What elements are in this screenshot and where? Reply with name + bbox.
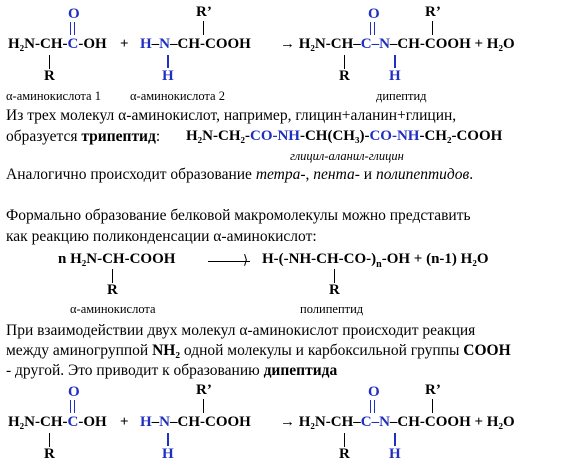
- text-fragment: Аналогично происходит образование: [6, 166, 252, 183]
- text-line: [6, 166, 473, 184]
- r-label: R: [329, 282, 340, 298]
- oxygen-label: O: [368, 384, 380, 400]
- term-penta: пента-: [313, 166, 360, 183]
- oxygen-label: O: [68, 384, 80, 400]
- label-amino-acid-1: α-аминокислота 1: [6, 89, 101, 103]
- formula-part: H₂N-CH₂-: [186, 128, 250, 144]
- tripeptide-name: глицил-аланил-глицин: [290, 149, 404, 163]
- text-line: образуется трипептид:: [6, 128, 161, 145]
- label-amino-acid-2: α-аминокислота 2: [130, 89, 225, 103]
- text-line: Формально образование белковой макромолекулы можно представить: [6, 207, 471, 224]
- r-prime-label: R’: [196, 4, 212, 20]
- text-fragment: и: [363, 166, 373, 183]
- monomer-formula: n H₂N-CH-COOH: [58, 251, 176, 267]
- bond-line: [49, 433, 50, 447]
- plus-sign: +: [120, 414, 129, 430]
- bond-line: [344, 433, 345, 447]
- arrow-head-icon: ⟩: [243, 252, 249, 267]
- product-formula: → H₂N-CH–C–N–CH-COOH + H₂O: [280, 36, 515, 52]
- text-line: Из трех молекул α-аминокислот, например, глицин+аланин+глицин,: [6, 107, 457, 124]
- h-label: H: [389, 68, 401, 84]
- bond-line: [432, 399, 433, 413]
- double-bond: [370, 400, 375, 413]
- bond-line: [432, 21, 433, 35]
- aa1-formula: H₂N-CH-C-OH: [8, 36, 107, 52]
- bond-line: [112, 269, 113, 283]
- double-bond: [70, 400, 75, 413]
- r-label: R: [44, 68, 55, 84]
- r-label: R: [339, 446, 350, 462]
- term-nh2: NH₂: [152, 342, 181, 359]
- formula-part: -CH(CH₃)-: [299, 128, 370, 144]
- r-prime-label: R’: [425, 382, 441, 398]
- bond-line: [334, 269, 335, 283]
- plus-sign: +: [120, 36, 129, 52]
- bond-line: [167, 433, 169, 446]
- peptide-bond: CO-NH: [249, 128, 300, 144]
- double-bond: [370, 22, 375, 35]
- label-dipeptide: дипептид: [376, 89, 427, 103]
- product-formula: → H₂N-CH–C–N–CH-COOH + H₂O: [280, 414, 515, 430]
- term-tetra: тетра-: [255, 166, 306, 183]
- polymer-formula: [262, 251, 489, 270]
- term-dipeptide: дипептида: [263, 362, 338, 379]
- subscript-n: n: [376, 259, 382, 270]
- oxygen-label: O: [368, 6, 380, 22]
- text-line: [6, 362, 337, 380]
- h-label: H: [389, 446, 401, 462]
- label-polypeptide: полипептид: [300, 302, 364, 316]
- h-label: H: [162, 68, 174, 84]
- text-line: [6, 342, 511, 360]
- text-fragment: одной молекулы и карбоксильной группы: [183, 342, 460, 359]
- r-label: R: [107, 282, 118, 298]
- bond-line: [394, 433, 396, 446]
- term-tripeptide: трипептид: [81, 128, 156, 145]
- text-fragment: .: [469, 166, 474, 183]
- text-fragment: между аминогруппой: [6, 342, 149, 359]
- r-prime-label: R’: [425, 4, 441, 20]
- label-amino-acid: α-аминокислота: [70, 302, 156, 316]
- text-fragment: - другой. Это приводит к образованию: [6, 362, 260, 379]
- bond-line: [394, 55, 396, 68]
- bond-line: [344, 55, 345, 69]
- aa2-formula: H–N–CH-COOH: [140, 36, 251, 52]
- peptide-bond: CO-NH: [369, 128, 420, 144]
- bond-line: [167, 55, 169, 68]
- oxygen-label: O: [68, 6, 80, 22]
- term-polypeptides: полипептидов: [375, 166, 470, 183]
- r-prime-label: R’: [196, 382, 212, 398]
- formula-part: -CH₂-COOH: [419, 128, 503, 144]
- text-fragment: образуется: [6, 128, 78, 145]
- aa1-formula: H₂N-CH-C-OH: [8, 414, 107, 430]
- formula-part: H-(-NH-CH-CO-): [262, 251, 377, 267]
- formula-part: -OH + (n-1) H₂O: [381, 251, 489, 267]
- bond-line: [203, 399, 204, 413]
- bond-line: [49, 55, 50, 69]
- aa2-formula: H–N–CH-COOH: [140, 414, 251, 430]
- r-label: R: [339, 68, 350, 84]
- tripeptide-formula: [186, 128, 502, 145]
- text-fragment: ,: [305, 166, 310, 183]
- bond-line: [203, 21, 204, 35]
- text-line: При взаимодействии двух молекул α-аминокислот происходит реакция: [6, 322, 476, 339]
- term-cooh: COOH: [463, 342, 511, 359]
- double-bond: [70, 22, 75, 35]
- r-label: R: [44, 446, 55, 462]
- text-line: как реакцию поликонденсации α-аминокислот:: [6, 228, 317, 245]
- h-label: H: [162, 446, 174, 462]
